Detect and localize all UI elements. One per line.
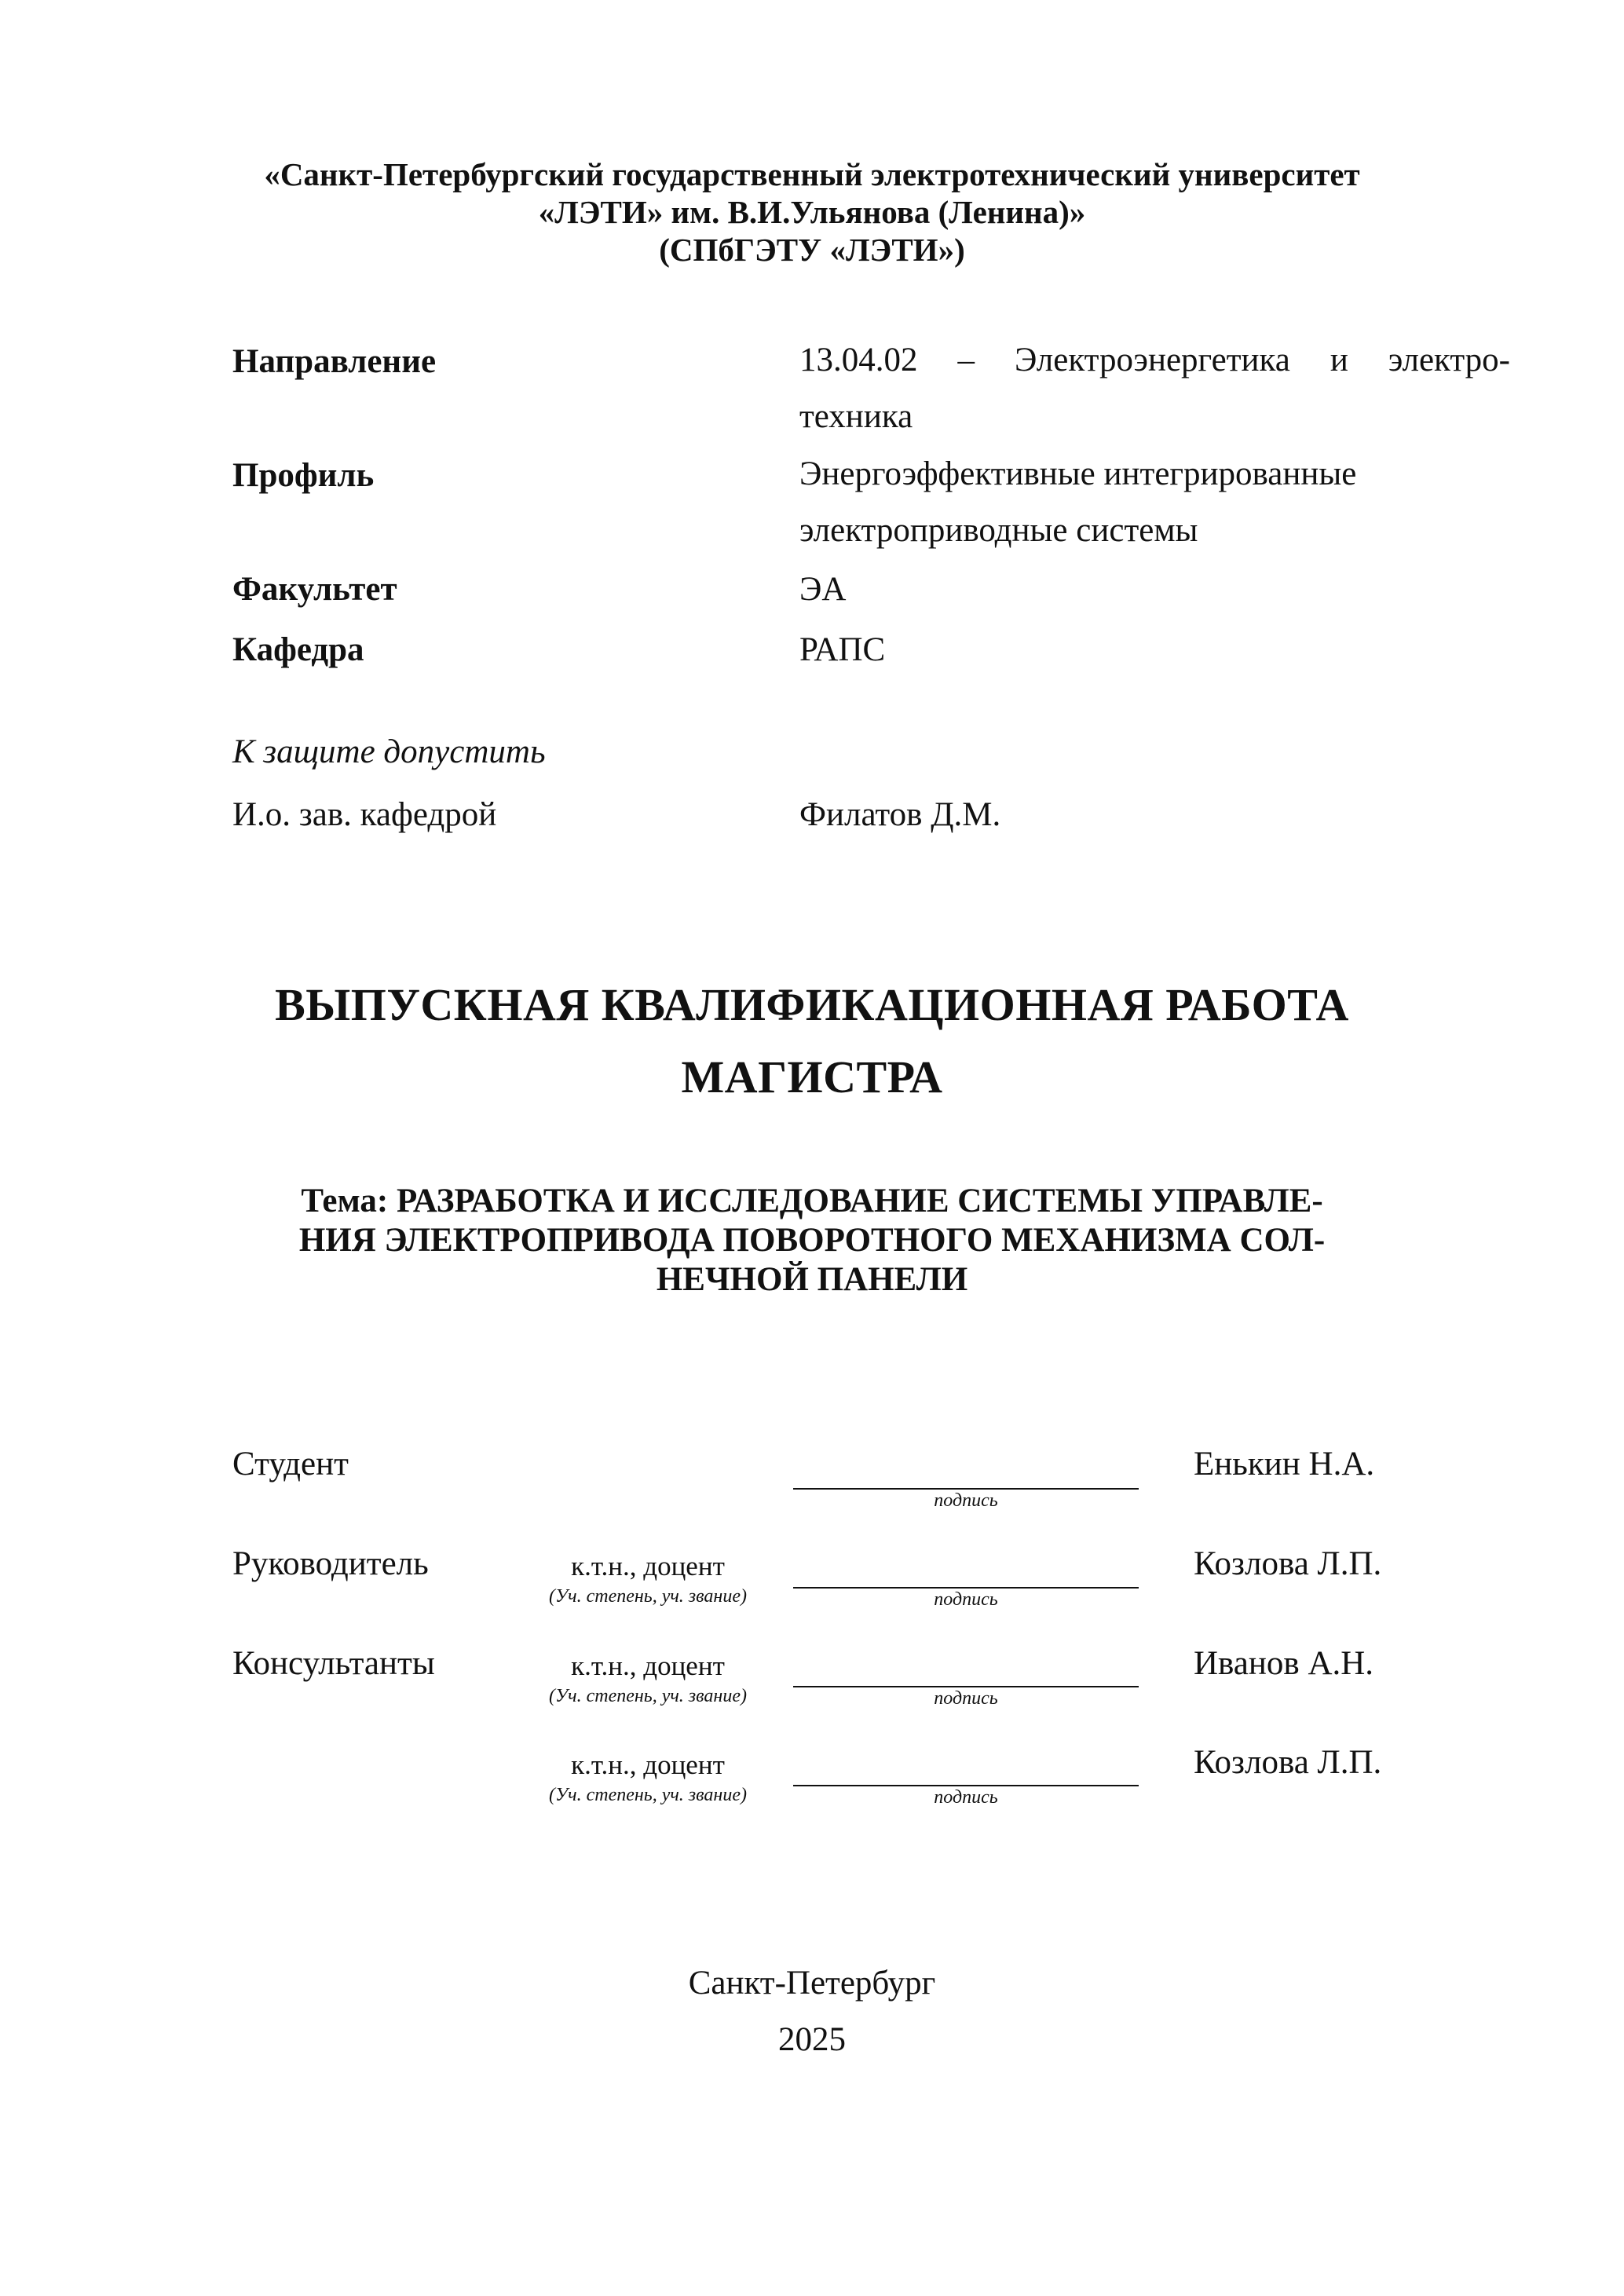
student-name: Енькин Н.А. bbox=[1194, 1446, 1375, 1483]
student-signature-caption: подпись bbox=[934, 1490, 998, 1511]
consultant1-signature-line bbox=[793, 1686, 1139, 1687]
direction-label: Направление bbox=[232, 343, 437, 380]
supervisor-degree-note: (Уч. степень, уч. звание) bbox=[549, 1586, 747, 1607]
thesis-title bbox=[0, 969, 1624, 1113]
university-name-line2: «ЛЭТИ» им. В.И.Ульянова (Ленина)» bbox=[538, 194, 1086, 230]
supervisor-signature-line bbox=[793, 1587, 1139, 1589]
profile-value-line2: электроприводные системы bbox=[799, 512, 1198, 549]
supervisor-signature-caption: подпись bbox=[934, 1589, 998, 1610]
admission-note: К защите допустить bbox=[232, 733, 546, 770]
thesis-topic-line3: НЕЧНОЙ ПАНЕЛИ bbox=[656, 1261, 968, 1298]
faculty-label: Факультет bbox=[232, 571, 397, 608]
profile-label: Профиль bbox=[232, 457, 375, 494]
consultant2-degree: к.т.н., доцент bbox=[571, 1749, 725, 1780]
profile-value-line1: Энергоэффективные интегрированные bbox=[799, 455, 1357, 492]
footer bbox=[0, 1955, 1624, 2068]
consultants-role: Консультанты bbox=[232, 1645, 435, 1682]
direction-value-line2: техника bbox=[799, 398, 913, 435]
student-signature-line bbox=[793, 1488, 1139, 1490]
faculty-value: ЭА bbox=[799, 571, 847, 608]
university-abbreviation: (СПбГЭТУ «ЛЭТИ») bbox=[659, 232, 965, 268]
consultant1-name: Иванов А.Н. bbox=[1194, 1645, 1374, 1682]
consultant2-degree-note: (Уч. степень, уч. звание) bbox=[549, 1785, 747, 1805]
consultant2-signature-caption: подпись bbox=[934, 1787, 998, 1808]
admission-name: Филатов Д.М. bbox=[799, 796, 1001, 833]
thesis-topic-line2: НИЯ ЭЛЕКТРОПРИВОДА ПОВОРОТНОГО МЕХАНИЗМА СОЛ- bbox=[298, 1222, 1326, 1259]
admission-role: И.о. зав. кафедрой bbox=[232, 796, 497, 833]
university-name-line1: «Санкт-Петербургский государственный электротехнический университет bbox=[264, 156, 1360, 192]
direction-value bbox=[799, 332, 1510, 445]
supervisor-name: Козлова Л.П. bbox=[1194, 1545, 1382, 1582]
consultant1-signature-caption: подпись bbox=[934, 1688, 998, 1709]
thesis-topic-line1: Тема: РАЗРАБОТКА И ИССЛЕДОВАНИЕ СИСТЕМЫ УПРАВЛЕ- bbox=[301, 1183, 1323, 1219]
thesis-title-line2: МАГИСТРА bbox=[681, 1051, 943, 1102]
department-value: РАПС bbox=[799, 631, 886, 668]
consultant2-signature-line bbox=[793, 1785, 1139, 1786]
direction-value-line1: 13.04.02 – Электроэнергетика и электро- bbox=[799, 342, 1510, 378]
supervisor-degree: к.т.н., доцент bbox=[571, 1551, 725, 1581]
thesis-title-line1: ВЫПУСКНАЯ КВАЛИФИКАЦИОННАЯ РАБОТА bbox=[275, 979, 1349, 1030]
footer-year: 2025 bbox=[778, 2021, 846, 2058]
profile-value bbox=[799, 446, 1510, 559]
footer-city: Санкт-Петербург bbox=[688, 1965, 936, 2002]
consultant1-degree: к.т.н., доцент bbox=[571, 1651, 725, 1681]
consultant1-degree-note: (Уч. степень, уч. звание) bbox=[549, 1686, 747, 1706]
student-role: Студент bbox=[232, 1446, 349, 1483]
consultant2-name: Козлова Л.П. bbox=[1194, 1744, 1382, 1781]
supervisor-role: Руководитель bbox=[232, 1545, 429, 1582]
thesis-topic bbox=[0, 1182, 1624, 1300]
university-header bbox=[0, 155, 1624, 269]
department-label: Кафедра bbox=[232, 631, 364, 668]
